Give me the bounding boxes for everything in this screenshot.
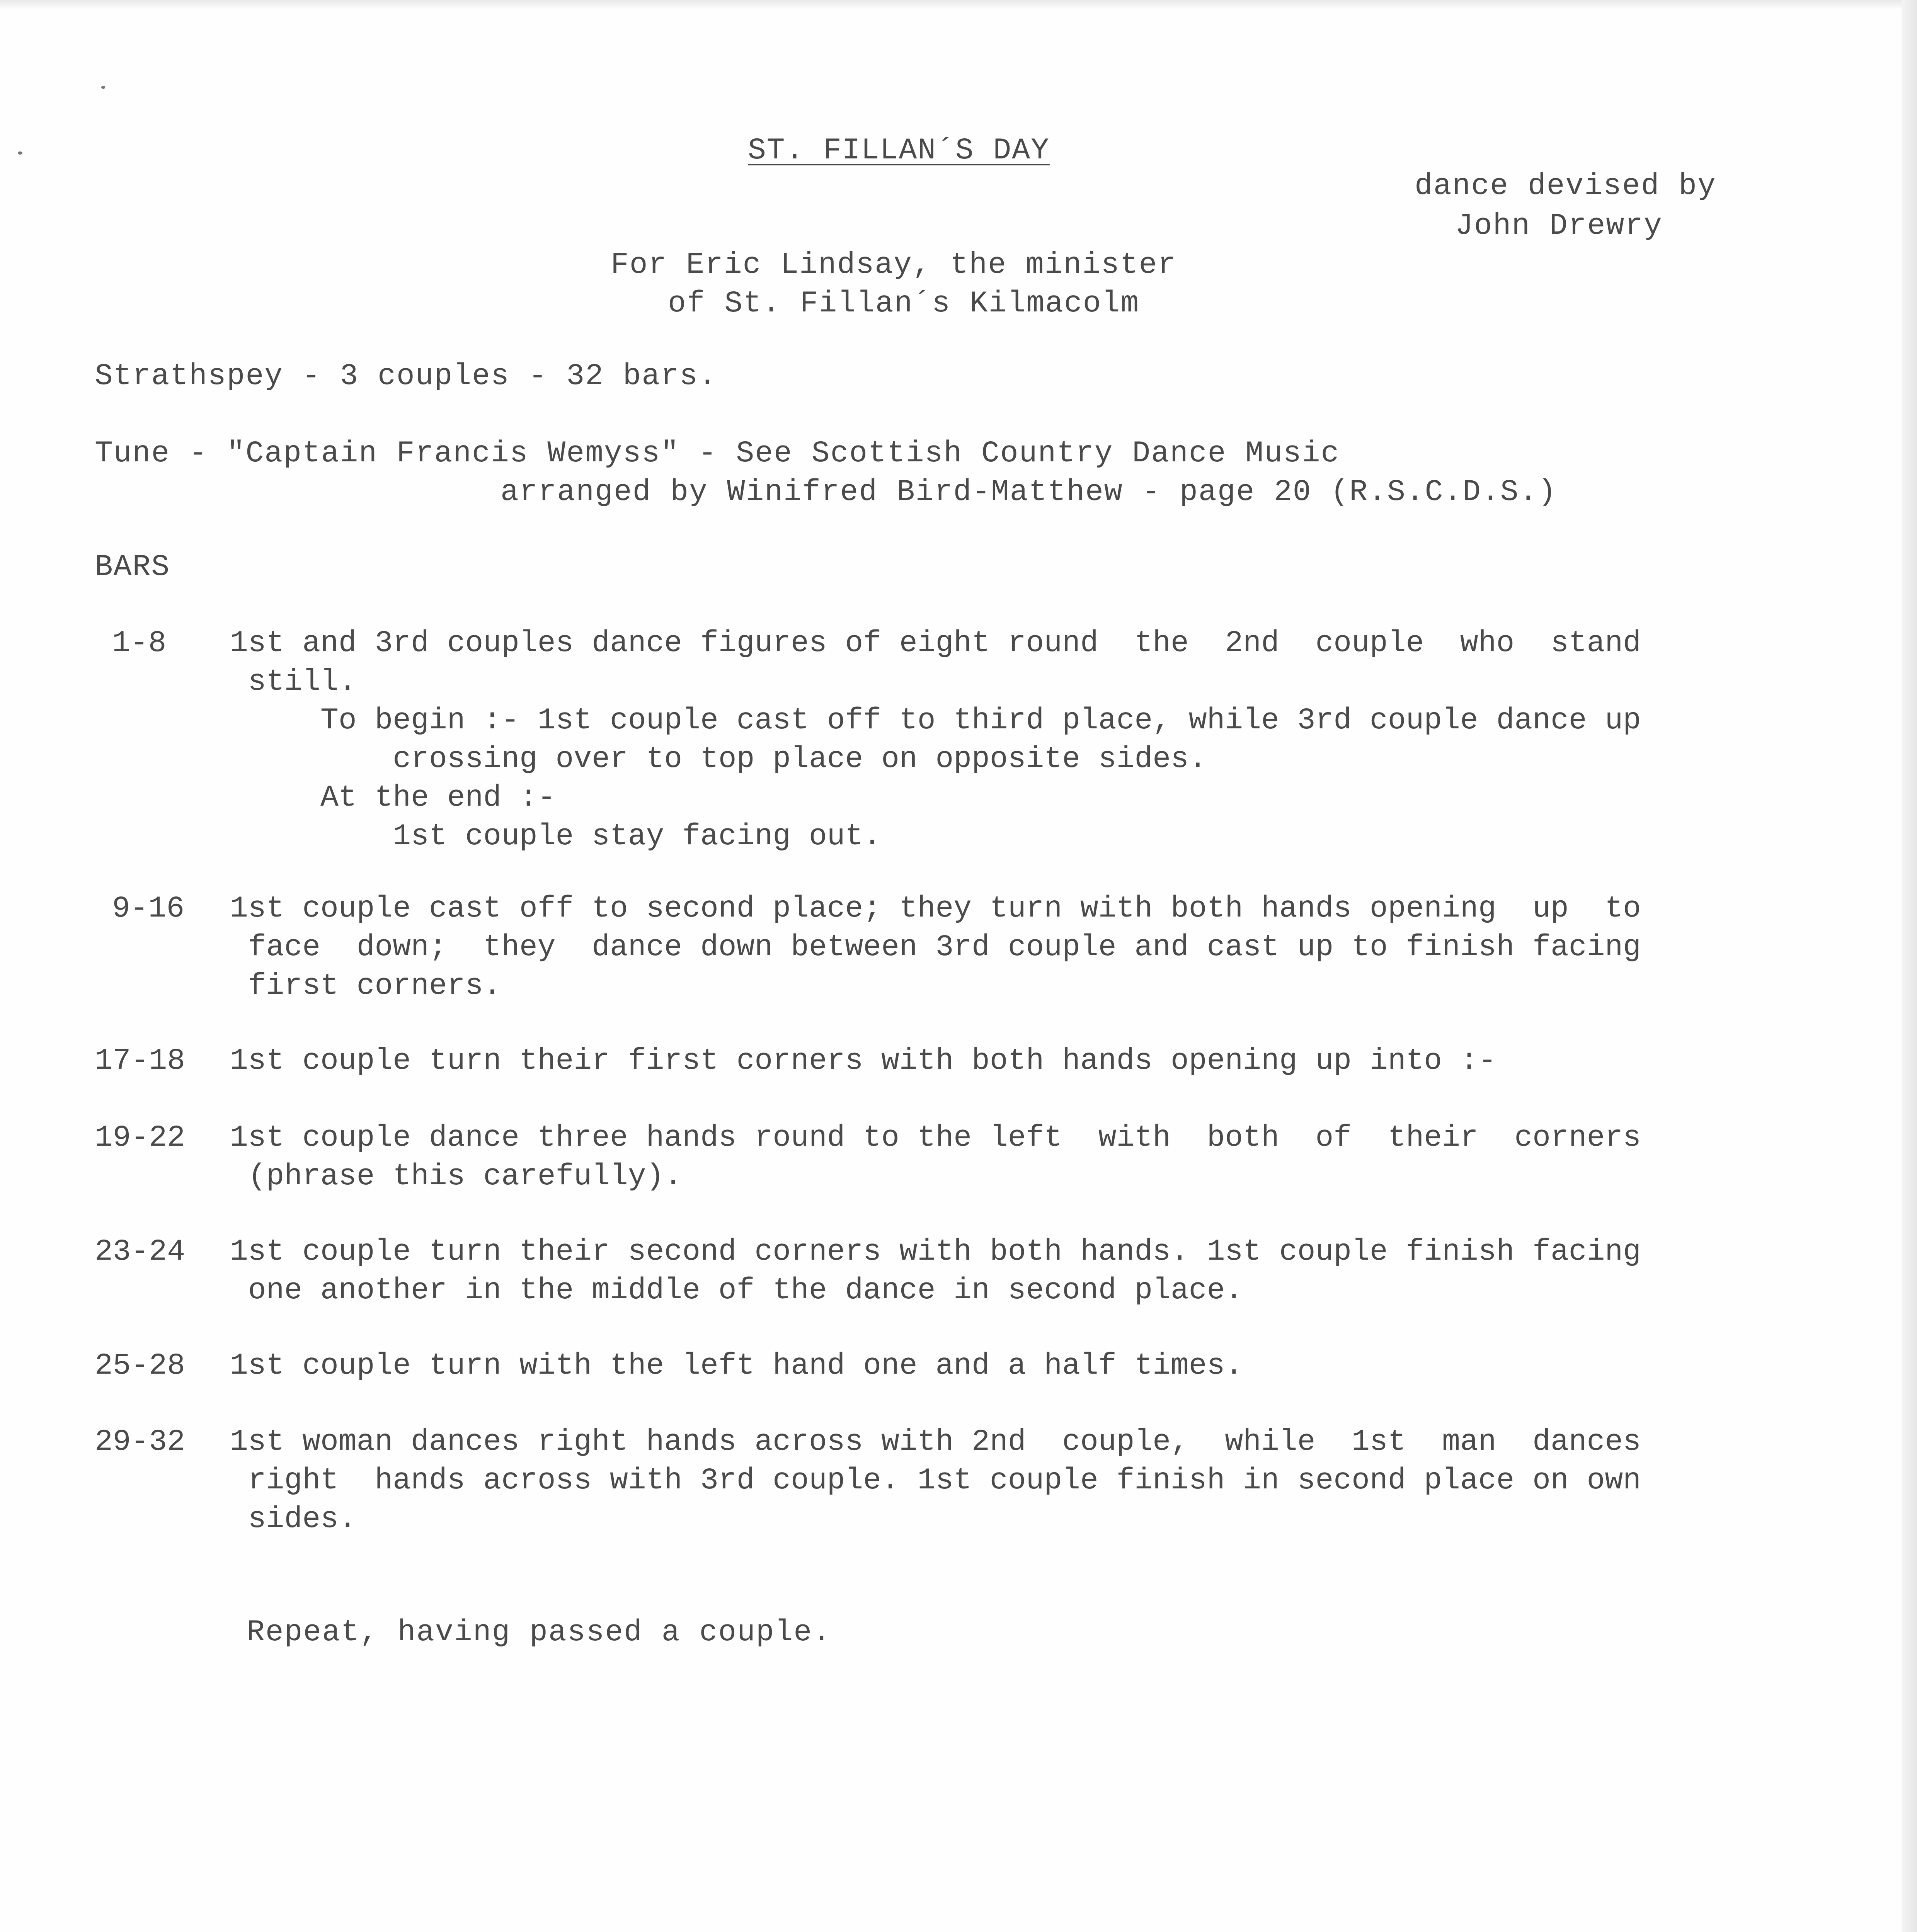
- figure-line: 1st couple turn their second corners with both hands. 1st couple finish facing: [230, 1235, 1641, 1269]
- figure-text: [230, 1423, 1714, 1539]
- figure-line: At the end :-: [230, 781, 556, 815]
- bar-range: 19-22: [95, 1121, 186, 1155]
- scan-speck: [18, 151, 22, 155]
- scan-speck: [101, 86, 105, 89]
- credit-line-2: John Drewry: [1455, 209, 1663, 243]
- figure-line: 1st couple dance three hands round to the left with both of their corners: [230, 1121, 1641, 1155]
- figure-line: crossing over to top place on opposite sides.: [230, 742, 1207, 776]
- figure-line: 1st couple stay facing out.: [230, 820, 882, 854]
- dedication-line-1: For Eric Lindsay, the minister: [611, 248, 1177, 282]
- figure-text: [230, 1119, 1714, 1196]
- dance-title: ST. FILLAN´S DAY: [748, 134, 1050, 168]
- dedication-line-2: of St. Fillan´s Kilmacolm: [668, 287, 1140, 321]
- figure-line: face down; they dance down between 3rd couple and cast up to finish facing: [230, 930, 1641, 964]
- figure-line: (phrase this carefully).: [230, 1160, 683, 1194]
- figure-line: 1st couple cast off to second place; they turn with both hands opening up to: [230, 892, 1641, 926]
- figure-text: [230, 1042, 1714, 1080]
- bar-range: 23-24: [95, 1235, 186, 1269]
- figure-line: 1st woman dances right hands across with 2nd couple, while 1st man dances: [230, 1425, 1641, 1459]
- figure-text: [230, 624, 1714, 856]
- bar-range: 25-28: [95, 1349, 186, 1383]
- scan-edge-top: [0, 0, 1917, 9]
- bar-range: 1-8: [112, 626, 167, 660]
- tune-line-2: arranged by Winifred Bird-Matthew - page 20 (R.S.C.D.S.): [501, 475, 1557, 509]
- scan-edge-right: [1902, 0, 1917, 1932]
- figure-text: [230, 1347, 1714, 1385]
- credit-line-1: dance devised by: [1415, 169, 1716, 203]
- figure-line: first corners.: [230, 969, 502, 1003]
- figure-line: still.: [230, 665, 357, 699]
- bar-range: 17-18: [95, 1044, 186, 1078]
- figure-line: 1st and 3rd couples dance figures of eight round the 2nd couple who stand: [230, 626, 1641, 660]
- bar-range: 9-16: [112, 892, 185, 926]
- figure-line: sides.: [230, 1502, 357, 1536]
- figure-line: right hands across with 3rd couple. 1st couple finish in second place on own: [230, 1464, 1641, 1498]
- figure-line: one another in the middle of the dance in second place.: [230, 1274, 1243, 1308]
- figure-line: 1st couple turn their first corners with both hands opening up into :-: [230, 1044, 1496, 1078]
- bar-range: 29-32: [95, 1425, 186, 1459]
- tune-line-1: Tune - "Captain Francis Wemyss" - See Scottish Country Dance Music: [95, 437, 1340, 471]
- figure-text: [230, 1233, 1714, 1310]
- figure-line: 1st couple turn with the left hand one and a half times.: [230, 1349, 1243, 1383]
- figure-text: [230, 889, 1714, 1005]
- bars-heading: BARS: [95, 550, 170, 584]
- closing-note: Repeat, having passed a couple.: [247, 1616, 832, 1650]
- dance-format: Strathspey - 3 couples - 32 bars.: [95, 359, 717, 393]
- figure-line: To begin :- 1st couple cast off to third place, while 3rd couple dance up: [230, 704, 1641, 738]
